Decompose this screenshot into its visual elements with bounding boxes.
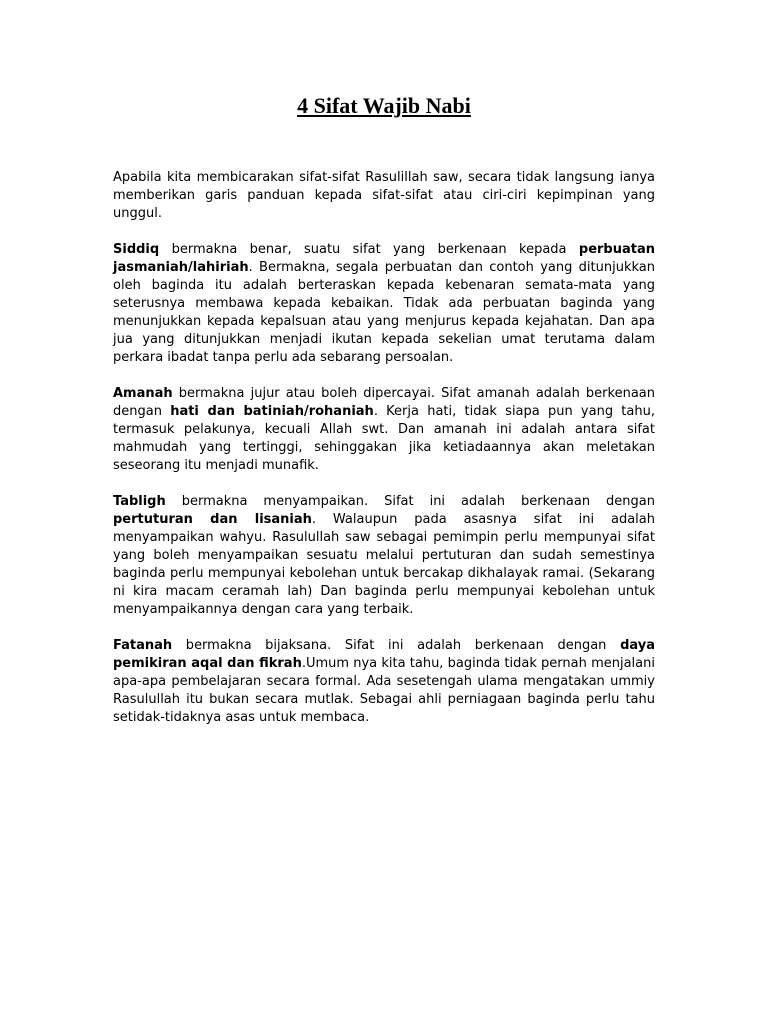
section-term: Amanah [113,386,173,401]
section-key-phrase: pertuturan dan lisaniah [113,512,312,527]
section-key-phrase: daya pemikiran aqal dan fikrah [113,638,655,671]
section-text: bermakna menyampaikan. Sifat ini adalah berkenaan dengan [165,494,655,509]
document-body [113,169,655,745]
section-key-phrase: hati dan batiniah/rohaniah [170,404,374,419]
section-text: bermakna bijaksana. Sifat ini adalah berkenaan dengan [172,638,621,653]
document-title: 4 Sifat Wajib Nabi [297,93,471,118]
section-term: Fatanah [113,638,173,653]
section-paragraph-siddiq [113,241,655,367]
section-term: Siddiq [113,242,160,257]
section-paragraph-amanah [113,385,655,475]
section-text: . Bermakna, segala perbuatan dan contoh yang ditunjukkan oleh baginda itu adalah berteraskan kepada kebenaran semata-mata yang seterusnya membawa kepada kebaikan. Tidak ada perbuatan baginda yang menunjukkan kepada kepalsuan atau yang menjurus kepada kejahatan. Dan apa jua yang ditunjukkan menjadi ikutan kepada sekelian umat terutama dalam perkara ibadat tanpa perlu ada sebarang persoalan. [113,260,655,365]
section-term: Tabligh [113,494,166,509]
section-text: . Walaupun pada asasnya sifat ini adalah menyampaikan wahyu. Rasulullah saw sebagai pemimpin perlu mempunyai sifat yang boleh menyampaikan sesuatu melalui pertuturan dan sudah semestinya baginda perlu mempunyai kebolehan untuk bercakap dikhalayak ramai. (Sekarang ni kira macam ceramah lah) Dan baginda perlu mempunyai kebolehan untuk menyampaikannya dengan cara yang terbaik. [113,512,655,617]
section-text: .Umum nya kita tahu, baginda tidak pernah menjalani apa-apa pembelajaran secara formal. Ada sesetengah ulama mengatakan ummiy Rasulullah itu bukan secara mutlak. Sebagai ahli perniagaan baginda perlu tahu setidak-tidaknya asas untuk membaca. [113,656,655,725]
section-paragraph-tabligh [113,493,655,619]
intro-paragraph: Apabila kita membicarakan sifat-sifat Rasulillah saw, secara tidak langsung ianya memberikan garis panduan kepada sifat-sifat atau ciri-ciri kepimpinan yang unggul. [113,170,655,221]
section-text: . Kerja hati, tidak siapa pun yang tahu, termasuk pelakunya, kecuali Allah swt. Dan amanah ini adalah antara sifat mahmudah yang tertinggi, sehinggakan jika ketiadaannya akan meletakan seseorang itu menjadi munafik. [113,404,655,473]
section-text: bermakna jujur atau boleh dipercayai. Sifat amanah adalah berkenaan dengan [113,386,655,419]
section-key-phrase: perbuatan jasmaniah/lahiriah [113,242,655,275]
section-text: bermakna benar, suatu sifat yang berkenaan kepada [159,242,579,257]
section-paragraph-fatanah [113,637,655,727]
